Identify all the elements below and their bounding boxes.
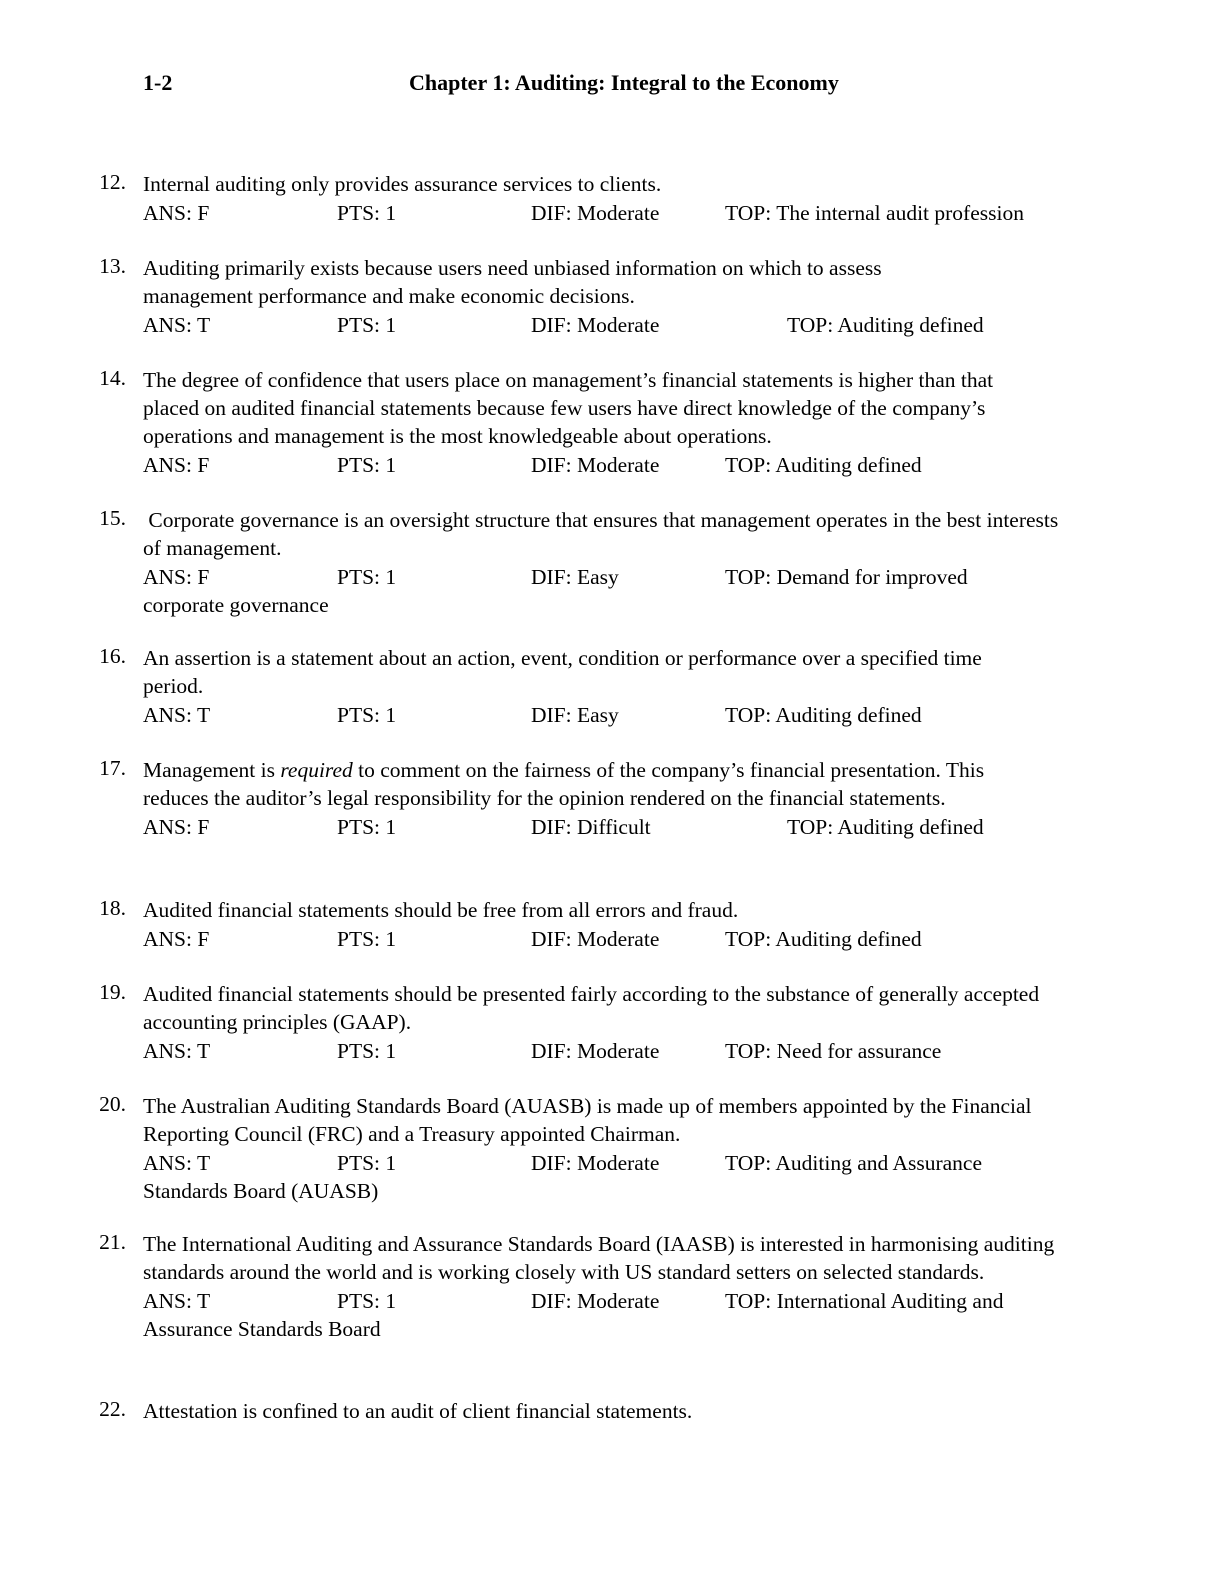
question-text: Corporate governance is an oversight structure that ensures that management operates in the best interests of management. <box>143 508 1064 560</box>
question-text: An assertion is a statement about an action, event, condition or performance over a specified time period. <box>143 646 988 698</box>
answer: ANS: T <box>143 313 211 337</box>
question-number: 12. <box>99 170 126 194</box>
points: PTS: 1 <box>337 565 397 589</box>
points: PTS: 1 <box>337 201 397 225</box>
question-21 <box>96 1230 1106 1342</box>
question-20 <box>96 1092 1106 1204</box>
difficulty: DIF: Moderate <box>531 313 660 337</box>
topic: TOP: Need for assurance <box>725 1039 942 1063</box>
answer-meta <box>143 198 1106 228</box>
question-number: 22. <box>99 1397 126 1421</box>
points: PTS: 1 <box>337 1151 397 1175</box>
points: PTS: 1 <box>337 1289 397 1313</box>
answer: ANS: T <box>143 1039 211 1063</box>
answer-meta <box>143 562 1106 592</box>
difficulty: DIF: Moderate <box>531 1039 660 1063</box>
topic: TOP: Auditing defined <box>725 703 922 727</box>
question-19 <box>96 980 1106 1066</box>
difficulty: DIF: Easy <box>531 703 619 727</box>
question-15 <box>96 506 1106 618</box>
topic: TOP: Auditing and Assurance <box>725 1151 982 1175</box>
difficulty: DIF: Moderate <box>531 1151 660 1175</box>
answer: ANS: F <box>143 453 210 477</box>
answer-meta <box>143 450 1106 480</box>
topic: TOP: Auditing defined <box>725 453 922 477</box>
difficulty: DIF: Moderate <box>531 201 660 225</box>
answer-meta <box>143 812 1106 842</box>
question-text-end: to comment on the fairness of the company’s financial presentation. This reduces the auditor’s legal responsibility for the opinion rendered on the financial statements. <box>143 758 990 810</box>
topic: TOP: Auditing defined <box>787 815 984 839</box>
question-text-emphasis: required <box>280 758 353 782</box>
question-text: Attestation is confined to an audit of client financial statements. <box>143 1399 693 1423</box>
page-number: 1-2 <box>143 70 173 95</box>
question-number: 18. <box>99 896 126 920</box>
question-number: 15. <box>99 506 126 530</box>
points: PTS: 1 <box>337 703 397 727</box>
question-text: The International Auditing and Assurance Standards Board (IAASB) is interested in harmonising auditing standards around the world and is working closely with US standard setters on selected standards. <box>143 1232 1060 1284</box>
question-number: 14. <box>99 366 126 390</box>
question-18 <box>96 896 1106 954</box>
difficulty: DIF: Difficult <box>531 815 651 839</box>
answer: ANS: F <box>143 565 210 589</box>
topic: TOP: The internal audit profession <box>725 201 1024 225</box>
question-text: Auditing primarily exists because users need unbiased information on which to assess management performance and make economic decisions. <box>143 256 887 308</box>
topic-continued: corporate governance <box>143 593 329 617</box>
question-17 <box>96 756 1106 842</box>
answer: ANS: F <box>143 815 210 839</box>
question-text: Internal auditing only provides assurance services to clients. <box>143 172 662 196</box>
difficulty: DIF: Easy <box>531 565 619 589</box>
question-text: The Australian Auditing Standards Board (AUASB) is made up of members appointed by the Financial Reporting Council (FRC) and a Treasury appointed Chairman. <box>143 1094 1037 1146</box>
difficulty: DIF: Moderate <box>531 1289 660 1313</box>
question-text: Audited financial statements should be presented fairly according to the substance of generally accepted accounting principles (GAAP). <box>143 982 1045 1034</box>
difficulty: DIF: Moderate <box>531 453 660 477</box>
question-text: Audited financial statements should be free from all errors and fraud. <box>143 898 739 922</box>
topic: TOP: Auditing defined <box>787 313 984 337</box>
answer: ANS: T <box>143 1151 211 1175</box>
topic-continued: Standards Board (AUASB) <box>143 1179 379 1203</box>
question-number: 19. <box>99 980 126 1004</box>
question-12 <box>96 170 1106 228</box>
question-22 <box>96 1397 1106 1425</box>
question-number: 20. <box>99 1092 126 1116</box>
answer-meta <box>143 310 1106 340</box>
page-title: Chapter 1: Auditing: Integral to the Economy <box>409 70 839 95</box>
question-number: 21. <box>99 1230 126 1254</box>
topic: TOP: International Auditing and <box>725 1289 1004 1313</box>
answer-meta <box>143 924 1106 954</box>
answer: ANS: F <box>143 927 210 951</box>
topic: TOP: Auditing defined <box>725 927 922 951</box>
answer: ANS: T <box>143 1289 211 1313</box>
question-number: 17. <box>99 756 126 780</box>
topic: TOP: Demand for improved <box>725 565 968 589</box>
difficulty: DIF: Moderate <box>531 927 660 951</box>
answer-meta <box>143 1148 1106 1178</box>
answer: ANS: T <box>143 703 211 727</box>
answer-meta <box>143 1286 1106 1316</box>
question-text <box>143 756 1033 812</box>
answer-meta <box>143 1036 1106 1066</box>
points: PTS: 1 <box>337 313 397 337</box>
question-number: 16. <box>99 644 126 668</box>
question-text-start: Management is <box>143 758 281 782</box>
answer: ANS: F <box>143 201 210 225</box>
question-13 <box>96 254 1106 340</box>
answer-meta <box>143 700 1106 730</box>
points: PTS: 1 <box>337 815 397 839</box>
points: PTS: 1 <box>337 927 397 951</box>
question-14 <box>96 366 1106 480</box>
question-number: 13. <box>99 254 126 278</box>
topic-continued: Assurance Standards Board <box>143 1317 381 1341</box>
question-text: The degree of confidence that users place on management’s financial statements is higher than that placed on audited financial statements because few users have direct knowledge of the company’s operations and management is the most knowledgeable about operations. <box>143 368 999 448</box>
points: PTS: 1 <box>337 453 397 477</box>
question-16 <box>96 644 1106 730</box>
points: PTS: 1 <box>337 1039 397 1063</box>
